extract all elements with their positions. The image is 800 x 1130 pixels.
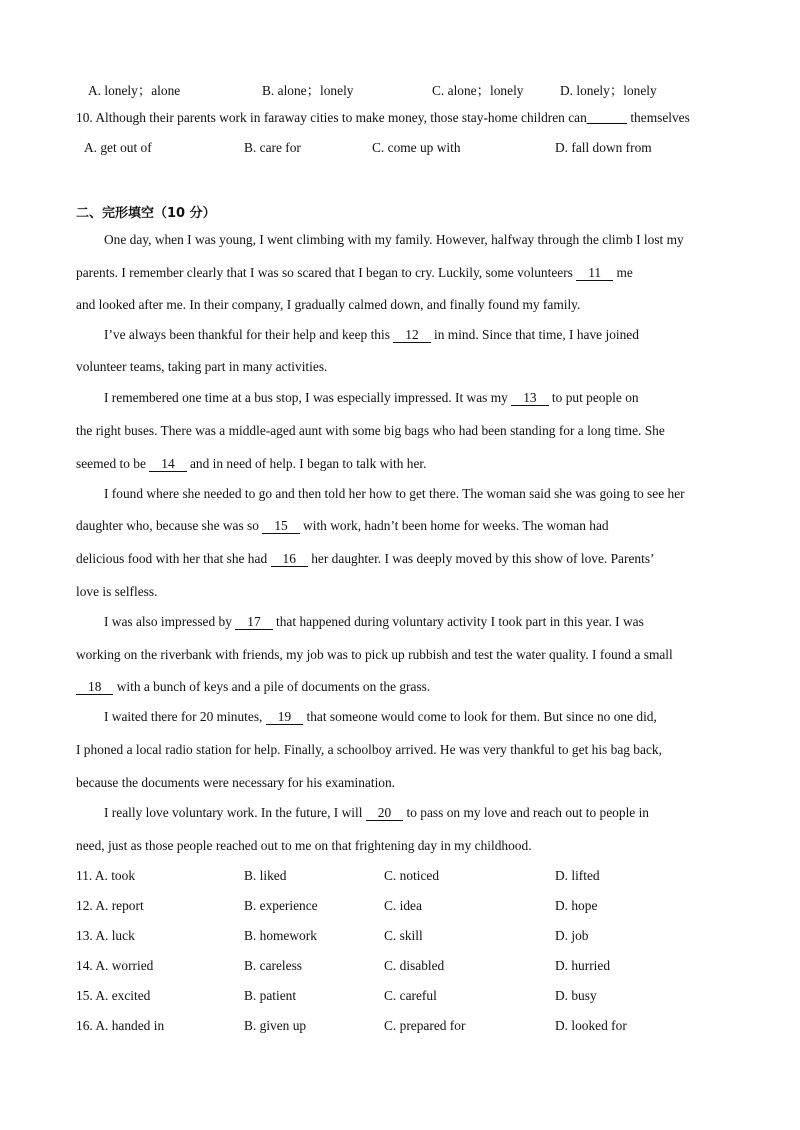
answer-option: D. lifted xyxy=(555,868,600,883)
cloze-blank-14[interactable]: 14 xyxy=(149,457,186,472)
cloze-blank-19[interactable]: 19 xyxy=(266,710,303,725)
passage-text: working on the riverbank with friends, my job was to pick up rubbish and test the water quality. I found a small xyxy=(76,647,673,662)
passage-text: and looked after me. In their company, I gradually calmed down, and finally found my family. xyxy=(76,297,581,312)
passage-text: I found where she needed to go and then told her how to get there. The woman said she was going to see her xyxy=(104,486,685,501)
passage-text: One day, when I was young, I went climbing with my family. However, halfway through the climb I lost my xyxy=(104,232,684,247)
passage-line xyxy=(76,614,754,630)
passage-text: to put people on xyxy=(548,390,639,405)
answer-option: 11. A. took xyxy=(76,868,136,883)
cloze-blank-15[interactable]: 15 xyxy=(262,519,299,534)
answer-option: D. looked for xyxy=(555,1018,627,1033)
passage-line xyxy=(76,679,726,695)
passage-text: need, just as those people reached out to me on that frightening day in my childhood. xyxy=(76,838,532,853)
q9-option-a: A. lonely；alone xyxy=(88,83,181,98)
passage-text: love is selfless. xyxy=(76,584,158,599)
passage-line xyxy=(76,647,726,663)
passage-line xyxy=(76,456,726,472)
passage-text: the right buses. There was a middle-aged aunt with some big bags who had been standing for a long time. She xyxy=(76,423,665,438)
answer-option: D. job xyxy=(555,928,589,943)
passage-text: I’ve always been thankful for their help and keep this xyxy=(104,327,394,342)
passage-text: to pass on my love and reach out to people in xyxy=(403,805,649,820)
passage-line xyxy=(76,265,726,281)
passage-line xyxy=(76,584,726,600)
q10-option-a: A. get out of xyxy=(84,140,152,155)
answer-option: C. disabled xyxy=(384,958,445,973)
q9-option-b: B. alone；lonely xyxy=(262,83,354,98)
cloze-blank-20[interactable]: 20 xyxy=(366,806,403,821)
passage-text: with a bunch of keys and a pile of documents on the grass. xyxy=(113,679,431,694)
passage-line xyxy=(76,775,726,791)
passage-line xyxy=(76,423,726,439)
answer-option: 12. A. report xyxy=(76,898,144,913)
passage-line xyxy=(76,327,754,343)
passage-text: that someone would come to look for them. But since no one did, xyxy=(303,709,657,724)
answer-option: B. experience xyxy=(244,898,318,913)
answer-option: C. idea xyxy=(384,898,422,913)
answer-option: C. prepared for xyxy=(384,1018,466,1033)
section-title: 二、完形填空（10 分） xyxy=(76,206,216,221)
answer-option: D. hurried xyxy=(555,958,611,973)
q10-option-b: B. care for xyxy=(244,140,301,155)
cloze-blank-11[interactable]: 11 xyxy=(576,266,613,281)
passage-text: I waited there for 20 minutes, xyxy=(104,709,266,724)
passage-text: I phoned a local radio station for help. Finally, a schoolboy arrived. He was very thankful to get his bag back, xyxy=(76,742,662,757)
passage-line xyxy=(76,805,754,821)
cloze-blank-16[interactable]: 16 xyxy=(271,552,308,567)
passage-line xyxy=(76,359,726,375)
answer-option: D. hope xyxy=(555,898,598,913)
q10-option-c: C. come up with xyxy=(372,140,461,155)
answer-option: D. busy xyxy=(555,988,597,1003)
cloze-blank-17[interactable]: 17 xyxy=(235,615,272,630)
cloze-blank-13[interactable]: 13 xyxy=(511,391,548,406)
passage-text: seemed to be xyxy=(76,456,150,471)
passage-text: that happened during voluntary activity I took part in this year. I was xyxy=(272,614,644,629)
answer-option: B. careless xyxy=(244,958,303,973)
answer-option: 16. A. handed in xyxy=(76,1018,165,1033)
cloze-blank-12[interactable]: 12 xyxy=(393,328,430,343)
answer-option: 13. A. luck xyxy=(76,928,135,943)
passage-line xyxy=(76,390,754,406)
answer-option: 15. A. excited xyxy=(76,988,151,1003)
passage-text: daughter who, because she was so xyxy=(76,518,263,533)
passage-text: parents. I remember clearly that I was so scared that I began to cry. Luckily, some volunteers xyxy=(76,265,577,280)
q9-option-c: C. alone；lonely xyxy=(432,83,524,98)
passage-line xyxy=(76,742,726,758)
answer-option: B. homework xyxy=(244,928,317,943)
passage-line xyxy=(76,518,726,534)
cloze-blank-18[interactable]: 18 xyxy=(76,680,113,695)
passage-line xyxy=(76,838,726,854)
passage-text: with work, hadn’t been home for weeks. The woman had xyxy=(299,518,609,533)
answer-option: C. noticed xyxy=(384,868,440,883)
passage-line xyxy=(76,297,726,313)
passage-text: volunteer teams, taking part in many activities. xyxy=(76,359,328,374)
passage-line xyxy=(76,551,726,567)
passage-text: me xyxy=(613,265,633,280)
q9-option-d: D. lonely；lonely xyxy=(560,83,657,98)
q10-option-d: D. fall down from xyxy=(555,140,652,155)
passage-text: her daughter. I was deeply moved by this show of love. Parents’ xyxy=(307,551,655,566)
q10-stem: 10. Although their parents work in faraway cities to make money, those stay-home children can______ themselves xyxy=(76,110,690,125)
passage-text: delicious food with her that she had xyxy=(76,551,271,566)
passage-text: because the documents were necessary for his examination. xyxy=(76,775,396,790)
passage-text: I really love voluntary work. In the future, I will xyxy=(104,805,366,820)
passage-line xyxy=(76,709,754,725)
answer-option: 14. A. worried xyxy=(76,958,154,973)
q10-blank[interactable]: ______ xyxy=(586,110,627,125)
passage-line xyxy=(76,486,754,502)
answer-option: B. patient xyxy=(244,988,297,1003)
answer-option: C. skill xyxy=(384,928,423,943)
answer-option: C. careful xyxy=(384,988,437,1003)
answer-option: B. liked xyxy=(244,868,287,883)
passage-line xyxy=(76,232,754,248)
answer-option: B. given up xyxy=(244,1018,307,1033)
passage-text: and in need of help. I began to talk with her. xyxy=(186,456,427,471)
passage-text: I remembered one time at a bus stop, I was especially impressed. It was my xyxy=(104,390,512,405)
passage-text: in mind. Since that time, I have joined xyxy=(430,327,639,342)
passage-text: I was also impressed by xyxy=(104,614,236,629)
